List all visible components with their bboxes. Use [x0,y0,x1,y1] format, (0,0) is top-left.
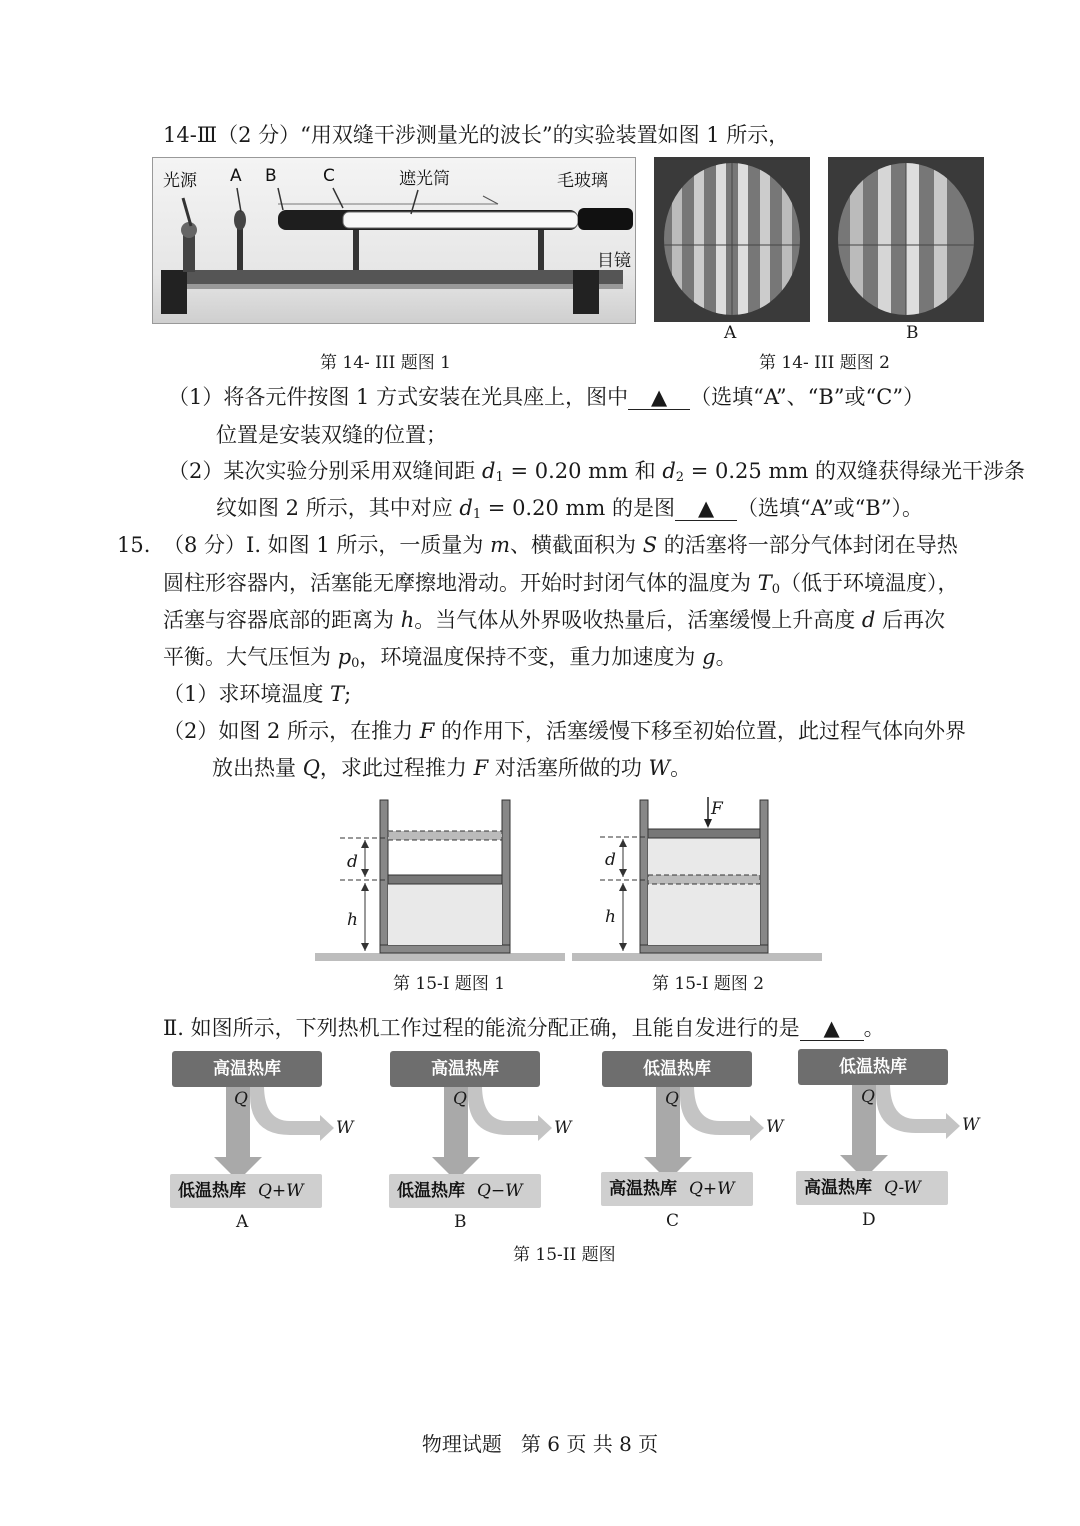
q15-s3d: 。 [670,756,692,780]
var-d2: d [662,459,676,483]
fringe-photo-a [654,157,810,322]
engine-c-w: W [766,1117,784,1137]
fringe-label-a: A [724,323,737,343]
engine-a-top: 高温热库 [172,1051,322,1087]
fringe-photo-b [828,157,984,322]
q15-l1c: 的活塞将一部分气体封闭在导热 [657,533,958,557]
engine-d-letter: D [862,1210,876,1230]
q15-number: 15. [117,533,151,557]
q14-part1-blank[interactable]: ▲ [628,385,690,410]
sub-1: 1 [495,470,504,485]
var-F2: F [473,756,489,780]
engine-c-bottom [601,1172,753,1206]
q15-l3b: 。当气体从外界吸收热量后，活塞缓慢上升高度 [414,608,862,632]
q15-s3a: 放出热量 [212,756,303,780]
engine-c-expr: Q+W [689,1179,735,1199]
q14-part2-line2 [216,493,923,530]
q15-line2 [163,568,958,605]
q14-part2-line2-c: （选填“A”或“B”）。 [737,496,923,520]
q15-l4b: ，环境温度保持不变，重力加速度为 [359,645,703,669]
q15-l2a: 圆柱形容器内，活塞能无摩擦地滑动。开始时封闭气体的温度为 [163,571,758,595]
engine-b-top: 高温热库 [390,1051,540,1087]
q14-header: 14-Ⅲ（2 分）“用双缝干涉测量光的波长”的实验装置如图 1 所示， [163,123,790,147]
engine-d-bottom-label: 高温热库 [804,1178,872,1198]
var-g: g [702,645,716,669]
q15-s2b: 的作用下，活塞缓慢下移至初始位置，此过程气体向外界 [434,719,967,743]
label-eyepiece: 目镜 [597,251,631,271]
fig1-dim-d: d [347,852,358,872]
engine-d-expr: Q-W [884,1178,921,1198]
engine-c-arrows [600,1085,790,1185]
q15-l4c: 。 [715,645,737,669]
engine-a-q: Q [234,1089,248,1109]
fringe-label-b: B [906,323,919,343]
engine-b-bottom-label: 低温热库 [397,1181,465,1201]
q15-l3c: 后再次 [875,608,946,632]
engine-b-w: W [554,1118,572,1138]
var-Q: Q [302,756,320,780]
sub-0: 0 [771,582,780,597]
q15-part2-blank[interactable]: ▲ [800,1016,864,1041]
q15-l1a: （8 分）Ⅰ. 如图 1 所示，一质量为 [163,533,491,557]
engine-c-letter: C [666,1211,680,1231]
var-m: m [490,533,510,557]
sub-p0: 0 [351,656,360,671]
q14-part1-line1 [168,382,924,412]
q15-part2-question [163,1013,885,1043]
q15-sub2-line1 [163,716,966,746]
label-a: A [230,166,242,186]
q15-part2-caption: 第 15-II 题图 [513,1245,616,1265]
optical-bench-photo [152,157,636,324]
page-footer: 物理试题 第 6 页 共 8 页 [421,1432,659,1456]
engine-b-expr: Q−W [477,1181,523,1201]
var-p0: p [337,645,352,669]
q14-part2-blank[interactable]: ▲ [675,496,737,521]
q15-sub2-line2 [212,753,691,783]
q15-s3b: ，求此过程推力 [319,756,474,780]
q14-part2-text-c: = 0.25 mm 的双缝获得绿光干涉条 [684,459,1025,483]
label-ground-glass: 毛玻璃 [557,171,608,191]
q15-line4 [163,642,737,679]
label-light-source: 光源 [163,171,197,191]
q14-part1-text-b: （选填“A”、“B”或“C”） [690,385,925,409]
var-h: h [400,608,415,632]
q15-line3 [163,605,945,635]
q14-part2-text-a: （2）某次实验分别采用双缝间距 [168,459,483,483]
cylinder-figure-1 [315,800,565,961]
q15-sub1 [163,679,351,709]
q15-s2a: （2）如图 2 所示，在推力 [163,719,420,743]
q14-part2-line2-a: 纹如图 2 所示，其中对应 [216,496,460,520]
q14-part1-line2: 位置是安装双缝的位置； [216,423,447,447]
q15-l1b: 、横截面积为 [510,533,643,557]
engine-d-w: W [962,1115,980,1135]
q14-fig1-caption: 第 14- III 题图 1 [320,353,451,373]
fig2-dim-h: h [605,907,616,927]
q14-part2-line1 [168,456,1025,493]
q15-fig1-caption: 第 15-I 题图 1 [393,974,506,994]
var-d1: d [482,459,496,483]
q15-part2-text-b: 。 [863,1016,885,1040]
engine-b-letter: B [454,1212,467,1232]
engine-a-bottom-label: 低温热库 [178,1181,246,1201]
engine-a-letter: A [236,1212,249,1232]
q14-part2-text-b: = 0.20 mm 和 [503,459,663,483]
engine-b-q: Q [453,1089,467,1109]
var-T: T [330,682,345,706]
sub-2: 2 [675,470,685,485]
q15-l4a: 平衡。大气压恒为 [163,645,338,669]
engine-d-arrows [796,1083,986,1183]
q15-fig2-caption: 第 15-I 题图 2 [652,974,765,994]
q14-fig2-caption: 第 14- III 题图 2 [759,353,890,373]
fringe-pattern-a [654,157,810,322]
fig2-force-label: F [711,799,723,819]
engine-c-bottom-label: 高温热库 [609,1179,677,1199]
engine-c-q: Q [665,1089,679,1109]
var-S: S [642,533,658,557]
engine-a-w: W [336,1118,354,1138]
q15-l3a: 活塞与容器底部的距离为 [163,608,401,632]
label-shading-tube: 遮光筒 [399,169,450,189]
engine-d-top: 低温热库 [798,1049,948,1085]
cylinder-figure-2 [572,797,822,961]
label-b: B [265,166,277,186]
q15-s1a: （1）求环境温度 [163,682,331,706]
var-W: W [648,756,671,780]
engine-a-bottom [170,1174,322,1208]
engine-b-bottom [389,1174,541,1208]
engine-c-top: 低温热库 [602,1051,752,1087]
var-d1b: d [459,496,473,520]
q15-s3c: 对活塞所做的功 [488,756,649,780]
var-F: F [419,719,435,743]
engine-a-arrows [170,1085,360,1185]
engine-a-expr: Q+W [258,1181,304,1201]
q15-l2b: （低于环境温度）， [779,571,959,595]
engine-b-arrows [388,1085,578,1185]
cylinder-figures [310,795,830,970]
fringe-pattern-b [828,157,984,322]
fig1-dim-h: h [347,910,358,930]
q14-part1-text-a: （1）将各元件按图 1 方式安装在光具座上，图中 [168,385,629,409]
engine-d-bottom [796,1171,948,1205]
fig2-dim-d: d [605,850,616,870]
q14-part2-line2-b: = 0.20 mm 的是图 [481,496,676,520]
q15-part2-text-a: Ⅱ. 如图所示，下列热机工作过程的能流分配正确，且能自发进行的是 [163,1016,800,1040]
label-c: C [323,166,335,186]
engine-d-q: Q [861,1087,875,1107]
var-d: d [861,608,876,632]
q15-line1 [163,530,958,560]
q15-s1b: ; [344,682,352,706]
sub-1b: 1 [472,507,482,522]
var-T0: T [757,571,772,595]
